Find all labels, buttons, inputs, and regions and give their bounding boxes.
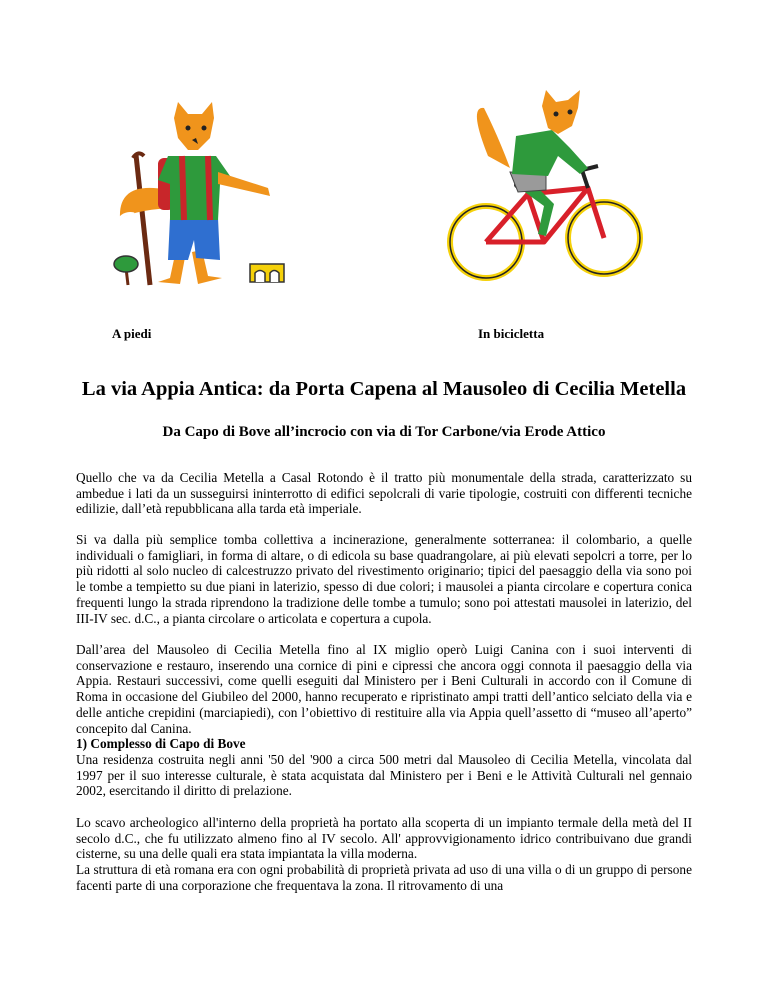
- page-subtitle: Da Capo di Bove all’incrocio con via di Tor Carbone/via Erode Attico: [162, 424, 606, 440]
- intro-paragraph-1: Quello che va da Cecilia Metella a Casal Rotondo è il tratto più monumentale della strada, caratterizzato su ambedue i lati da un susseguirsi ininterrotto di edifici sepolcrali di varie tipologie, costruiti con differenti tecniche edilizie, dall’età repubblicana alla tarda età imperiale.: [76, 470, 692, 517]
- section-paragraph-2: Lo scavo archeologico all'interno della proprietà ha portato alla scoperta di un impianto termale della metà del II secolo d.C., che fu utilizzato almeno fino al IV secolo. All' approvvigionamento idrico contribuivano due grandi cisterne, su una delle quali era stata impiantata la villa moderna.: [76, 815, 692, 862]
- walking-fox-illustration: [98, 100, 298, 300]
- page-title: La via Appia Antica: da Porta Capena al Mausoleo di Cecilia Metella: [81, 378, 687, 400]
- section-paragraph-1: Una residenza costruita negli anni '50 del '900 a circa 500 metri dal Mausoleo di Cecilia Metella, vincolata dal 1997 per il suo interesse culturale, è stata acquistata dal Ministero per i Beni e le Attività Culturali nel gennaio 2002, esercitando il diritto di prelazione.: [76, 752, 692, 799]
- caption-walking: A piedi: [112, 326, 152, 341]
- intro-paragraph-3: Dall’area del Mausoleo di Cecilia Metella fino al IX miglio operò Luigi Canina con i suoi interventi di conservazione e restauro, inserendo una cornice di pini e cipressi che ancora oggi connota il paesaggio della via Appia. Restauri successivi, come quelli eseguiti dal Ministero per i Beni Culturali in accordo con il Comune di Roma in occasione del Giubileo del 2000, hanno recuperato e ripristinato ampi tratti dell’antico selciato della via e delle antiche crepidini (marciapiedi), con l’obiettivo di restituire alla via Appia quell’assetto di “museo all’aperto” concepito dal Canina.: [76, 642, 692, 736]
- section-heading: 1) Complesso di Capo di Bove: [76, 736, 246, 751]
- section-paragraph-3: La struttura di età romana era con ogni probabilità di proprietà privata ad uso di una villa o di un gruppo di persone facenti parte di una corporazione che frequentava la zona. Il ritrovamento di una: [76, 862, 692, 893]
- caption-cycling: In bicicletta: [478, 326, 545, 341]
- cycling-fox-illustration: [440, 86, 650, 296]
- intro-paragraph-2: Si va dalla più semplice tomba collettiva a incinerazione, generalmente sotterranea: il colombario, a quelle individuali o famigliari, in forma di altare, o di edicola su base quadrangolare, ai più elevati sepolcri a torre, per lo più ridotti al solo nucleo di calcestruzzo privato del rivestimento originario; tipici del paesaggio della via sono poi le tombe a tempietto su due piani in laterizio, spesso di due colori; i mausolei a pianta circolare e copertura conica frequenti lungo la strada riprendono la tradizione delle tombe a tumulo; sono poi attestati mausolei in laterizio, del III-IV sec. d.C., a pianta circolare o articolata e copertura a cupola.: [76, 532, 692, 626]
